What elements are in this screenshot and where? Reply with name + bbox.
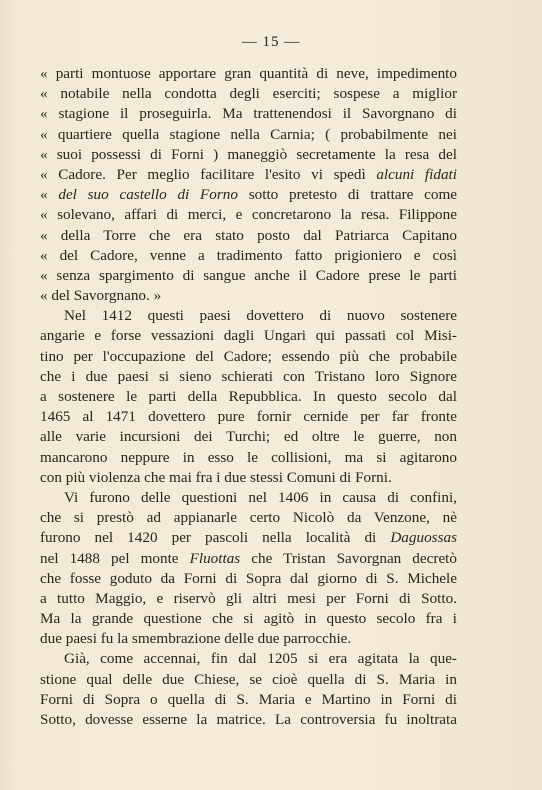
- italic-text: alcuni fidati: [376, 165, 457, 183]
- text-line: « stagione il proseguirla. Ma trattenendosi il Savorgnano di: [40, 105, 457, 123]
- text-line: che i due paesi si sieno schierati con Tristano loro Signore: [40, 367, 457, 385]
- text-line: angarie e forse vessazioni dagli Ungari qui passati col Misi-: [40, 327, 457, 345]
- text-line: alle varie incursioni dei Turchi; ed oltre le guerre, non: [40, 428, 457, 446]
- text-line: nel 1488 pel monte Fluottas che Tristan Savorgnan decretò: [40, 549, 457, 567]
- text-line: « solevano, affari di merci, e concretarono la resa. Filippone: [40, 206, 457, 224]
- text-line: « della Torre che era stato posto dal Patriarca Capitano: [40, 226, 457, 244]
- text-line: « Cadore. Per meglio facilitare l'esito vi spedì alcuni fidati: [40, 165, 457, 183]
- text-line: « del Cadore, venne a tradimento fatto prigioniero e così: [40, 246, 457, 264]
- text-line: a tutto Maggio, e riservò gli altri mesi per Forni di Sotto.: [40, 589, 457, 607]
- text-line: con più violenza che mai fra i due stessi Comuni di Forni.: [40, 468, 392, 486]
- text-line: « senza spargimento di sangue anche il Cadore prese le parti: [40, 266, 457, 284]
- text-line: tino per l'occupazione del Cadore; essendo più che probabile: [40, 347, 457, 365]
- text-line: che fosse goduto da Forni di Sopra dal giorno di S. Michele: [40, 569, 457, 587]
- text-line: « parti montuose apportare gran quantità di neve, impedimento: [40, 65, 457, 82]
- text-line: « suoi possessi di Forni ) maneggiò secretamente la resa del: [40, 145, 457, 163]
- text-line: Già, come accennai, fin dal 1205 si era agitata la que-: [64, 650, 457, 668]
- text-line: « quartiere quella stagione nella Carnia; ( probabilmente nei: [40, 125, 457, 143]
- text-line: Vi furono delle questioni nel 1406 in causa di confini,: [64, 488, 457, 506]
- text-line: Sotto, dovesse esserne la matrice. La controversia fu inoltrata: [40, 711, 457, 728]
- text-line: due paesi fu la smembrazione delle due parrocchie.: [40, 630, 352, 648]
- text-line: a sostenere le parti della Repubblica. In questo secolo dal: [40, 388, 457, 405]
- text-line: « del suo castello di Forno sotto pretesto di trattare come: [40, 186, 457, 204]
- text-line: furono nel 1420 per pascoli nella località di Daguossas: [40, 529, 457, 547]
- page-number: — 15 —: [241, 34, 301, 50]
- text-line: « notabile nella condotta degli eserciti; sospese a miglior: [40, 85, 457, 103]
- text-line: mancarono neppure in esso le collisioni, ma si agitarono: [40, 448, 457, 466]
- body-text: [40, 64, 457, 730]
- text-line: stione qual delle due Chiese, se cioè quella di S. Maria in: [40, 670, 457, 688]
- italic-text: del suo castello di Forno: [58, 186, 238, 204]
- text-line: Forni di Sopra o quella di S. Maria e Martino in Forni di: [40, 690, 457, 708]
- text-line: 1465 al 1471 dovettero pure fornir cernide per far fronte: [40, 408, 457, 426]
- text-line: Ma la grande questione che si agitò in questo secolo fra i: [40, 610, 457, 628]
- text-line: Nel 1412 questi paesi dovettero di nuovo sostenere: [64, 307, 457, 325]
- italic-text: Fluottas: [189, 549, 241, 567]
- text-line: che si prestò ad appianarle certo Nicolò da Venzone, nè: [40, 509, 457, 527]
- italic-text: Daguossas: [390, 529, 457, 547]
- text-line: « del Savorgnano. »: [40, 287, 162, 305]
